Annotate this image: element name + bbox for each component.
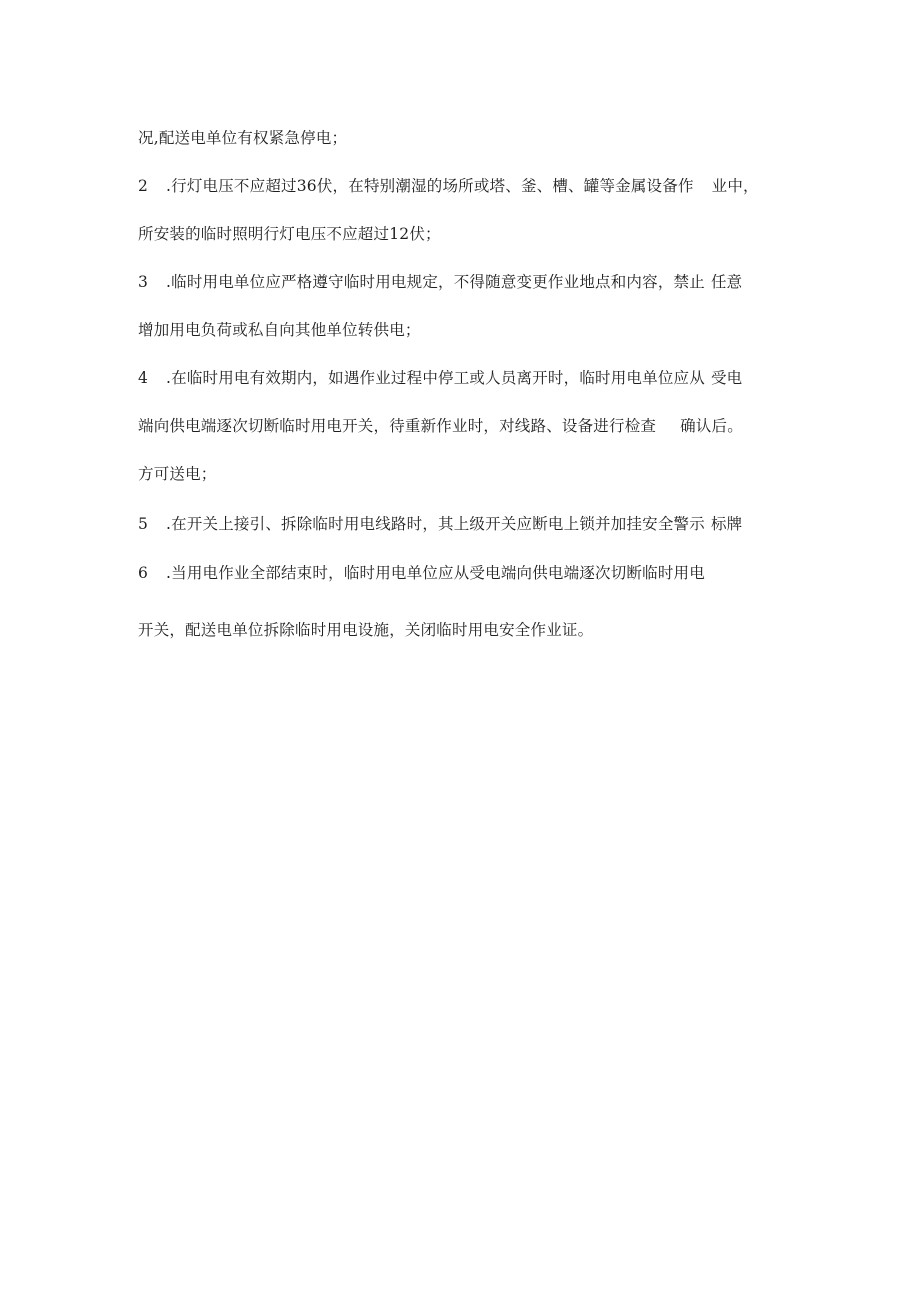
text-line-8 (138, 464, 217, 484)
text-line-7 (138, 416, 743, 436)
text-line-9 (138, 514, 742, 534)
text-line-4 (138, 272, 742, 292)
line-text: 况,配送电单位有权紧急停电； (138, 129, 348, 147)
line-text: .行灯电压不应超过36伏，在特别潮湿的场所或塔、釜、槽、罐等金属设备作 (166, 177, 694, 195)
line-text: 开关，配送电单位拆除临时用电设施，关闭临时用电安全作业证。 (138, 621, 594, 639)
text-line-6 (138, 368, 742, 388)
item-number: 3 (138, 273, 149, 291)
line-tail: 业中， (711, 177, 759, 195)
line-text: 端向供电端逐次切断临时用电开关，待重新作业时，对线路、设备进行检查 (138, 417, 657, 435)
text-line-11 (138, 620, 593, 640)
line-text: .临时用电单位应严格遵守临时用电规定，不得随意变更作业地点和内容，禁止 (166, 273, 705, 291)
line-text: 增加用电负荷或私自向其他单位转供电； (138, 321, 421, 339)
item-number: 2 (138, 177, 149, 195)
line-text: .在开关上接引、拆除临时用电线路时，其上级开关应断电上锁并加挂安全警示 (166, 515, 705, 533)
text-line-2 (138, 176, 759, 196)
text-line-10 (138, 563, 705, 583)
line-tail: 任意 (710, 273, 743, 291)
line-text: .当用电作业全部结束时，临时用电单位应从受电端向供电端逐次切断临时用电 (166, 564, 705, 582)
text-line-3 (138, 224, 441, 244)
item-number: 4 (138, 369, 149, 387)
line-tail: 受电 (710, 369, 743, 387)
line-text: 所安装的临时照明行灯电压不应超过12伏； (138, 225, 441, 243)
line-tail: 标牌 (710, 515, 743, 533)
item-number: 5 (138, 515, 149, 533)
text-line-5 (138, 320, 421, 340)
line-text: .在临时用电有效期内，如遇作业过程中停工或人员离开时，临时用电单位应从 (166, 369, 705, 387)
item-number: 6 (138, 564, 149, 582)
line-text: 方可送电； (138, 465, 217, 483)
text-line-1 (138, 128, 347, 148)
line-tail: 确认后。 (680, 417, 743, 435)
